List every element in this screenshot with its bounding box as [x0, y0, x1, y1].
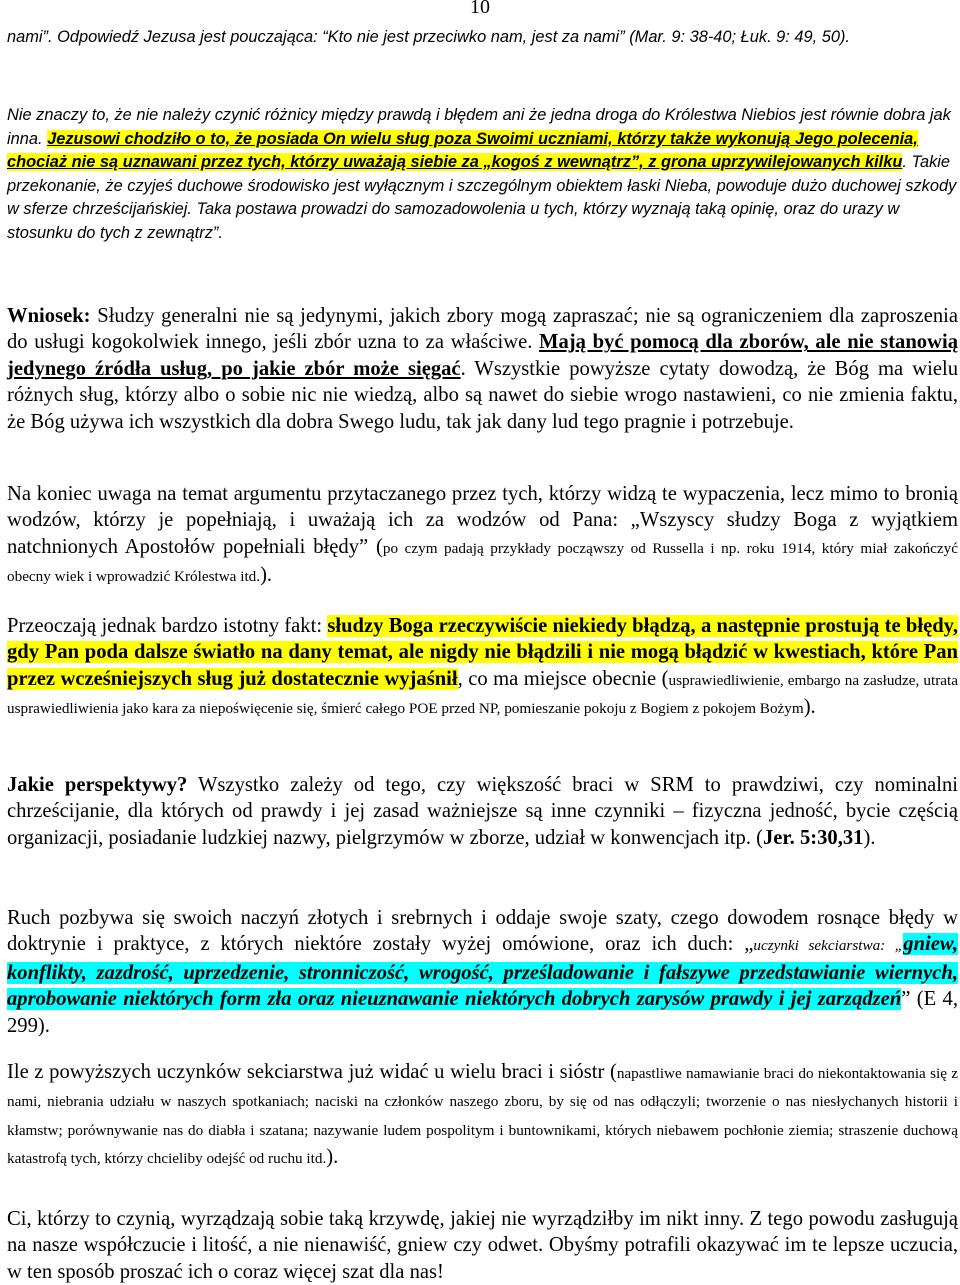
sectarian-close: ).: [326, 1146, 339, 1169]
commentary-intro: Nie znaczy to, że nie należy czynić różnicy między prawdą i błędem ani że jedna droga do Królestwa Niebios jest równie dobra jak inna.: [7, 106, 951, 148]
conclusion-text: Słudzy generalni nie są jedynymi, jakich zbory mogą zapraszać; nie są ograniczeniem dla zaproszenia do usługi kogokolwiek innego, jeśli zbór uzna to za właściwe.: [7, 305, 958, 354]
overlooked-intro: Przeoczają jednak bardzo istotny fakt:: [7, 615, 328, 637]
conclusion-label: Wniosek:: [7, 305, 91, 327]
perspectives-text: Wszystko zależy od tego, czy większość braci w SRM to prawdziwi, czy nominalni chrześcijanie, dla których od prawdy i jej zasad ważniejsze są inne czynniki – fizyczna jedność, bycie częścią organizacji, posiadanie ludzkiej nazwy, pielgrzymów w zborze, udział w konwencjach itp. (: [7, 774, 958, 849]
perspectives-reference: Jer. 5:30,31: [762, 826, 864, 849]
commentary-rest: . Takie przekonanie, że czyjeś duchowe środowisko jest wyłącznym i szczególnym obiektem łaski Nieba, powoduje dużo duchowej szkody w sferze chrześcijańskiej. Taka postawa prowadzi do samozadowolenia u tych, którzy wyznają taką opinię, oraz do urazy w stosunku do tych z zewnątrz”.: [7, 153, 957, 242]
overlooked-highlight: słudzy Boga rzeczywiście niekiedy błądzą, a następnie prostują te błędy, gdy Pan poda dalsze światło na dany temat, ale nigdy nie błądzili i nie mogą błądzić w kwestiach, które Pan przez wcześniejszych sług już dostatecznie wyjaśnił: [7, 615, 958, 690]
paragraph-perspectives: [7, 772, 958, 851]
paragraph-closing: [7, 1206, 958, 1285]
perspectives-heading: Jakie perspektywy?: [7, 774, 188, 796]
movement-text: Ruch pozbywa się swoich naczyń złotych i srebrnych i oddaje swoje szaty, czego dowodem rosnące błędy w doktrynie i praktyce, z których niektóre zostały wyżej omówione, oraz ich duch: „: [7, 907, 958, 956]
final-note-examples: po czym padają przykłady począwszy od Russella i np. roku 1914, który miał zakończyć obecny wiek i wprowadzić Królestwa itd.: [7, 539, 958, 586]
movement-highlight: gniew, konflikty, zazdrość, uprzedzenie, stronniczość, wrogość, prześladowanie i fałszywe przedstawianie wiernych, aprobowanie niektórych form zła oraz nieuznawanie niektórych dobrych zarysów prawdy i jej zarządzeń: [7, 933, 958, 1011]
page-number: 10: [470, 0, 490, 18]
final-note-text: Na koniec uwaga na temat argumentu przytaczanego przez tych, którzy widzą te wypaczenia, lecz mimo to bronią wodzów, którzy je popełniają, i uważają ich za wodzów od Pana: „Wszyscy słudzy Boga z wyjątkiem natchnionych Apostołów popełniali błędy” (: [7, 483, 958, 558]
conclusion-emphasis: Mają być pomocą dla zborów, ale nie stanowią jedynego źródła usług, po jakie zbór może sięgać: [7, 331, 958, 380]
sectarian-examples: napastliwe namawianie braci do niekontaktowania się z nami, niebrania udziału w naszych spotkaniach; naciski na członków naszego zboru, by się od nas odłączyli; tworzenie o nas niesłychanych historii i kłamstw; porównywanie nas do diabła i szatana; nazywanie ludem pospolitym i buntownikami, których niebawem pochłonie ziemia; straszenie duchową katastrofą tych, którzy chcieliby odejść od ruchu itd.: [7, 1065, 958, 1168]
highlighted-statement: Jezusowi chodziło o to, że posiada On wielu sług poza Swoimi uczniami, którzy także wykonują Jego polecenia, chociaż nie są uznawani przez tych, którzy uważają siebie za „kogoś z wewnątrz”, z grona uprzywilejowanych kilku: [7, 129, 918, 172]
final-note-close: ).: [260, 564, 273, 587]
overlooked-mid: , co ma miejsce obecnie (: [457, 667, 669, 690]
paragraph-sectarian-works: [7, 1059, 958, 1173]
paragraph-quote-end: [7, 26, 958, 50]
perspectives-close: ).: [863, 826, 876, 849]
conclusion-rest: . Wszystkie powyższe cytaty dowodzą, że Bóg ma wielu różnych sług, którzy albo o sobie nic nie wiedzą, albo są nawet do siebie wrogo nastawieni, co nie zmienia faktu, że Bóg używa ich wszystkich dla dobra Swego ludu, tak jak dany lud tego pragnie i potrzebuje.: [7, 357, 958, 433]
paragraph-final-note: [7, 481, 958, 591]
paragraph-commentary: [7, 104, 958, 246]
overlooked-close: ).: [803, 696, 816, 719]
closing-text: Ci, którzy to czynią, wyrządzają sobie taką krzywdę, jakiej nie wyrządziłby im nikt inny. Z tego powodu zasługują na nasze współczucie i litość, a nie nienawiść, gniew czy odwet. Obyśmy potrafili okazywać im te lepsze uczucia, w ten sposób proszać ich o coraz więcej szat dla nas!: [7, 1208, 958, 1283]
movement-close: ” (E 4, 299).: [7, 988, 958, 1037]
overlooked-examples: usprawiedliwienie, embargo na zasłudze, utrata usprawiedliwienia jako kara za niepoświęcenie się, śmierć całego POE przed NP, pomieszanie pokoju z Bogiem z pokojem Bożym: [7, 671, 958, 718]
movement-quote-intro: uczynki sekciarstwa: „: [753, 937, 904, 955]
paragraph-movement: [7, 905, 958, 1039]
sectarian-text: Ile z powyższych uczynków sekciarstwa już widać u wielu braci i sióstr (: [7, 1061, 617, 1083]
paragraph-conclusion: [7, 303, 958, 435]
quote-end-text: nami”. Odpowiedź Jezusa jest pouczająca: “Kto nie jest przeciwko nam, jest za nami” (Mar. 9: 38-40; Łuk. 9: 49, 50).: [7, 28, 850, 46]
paragraph-overlooked-fact: [7, 613, 958, 723]
